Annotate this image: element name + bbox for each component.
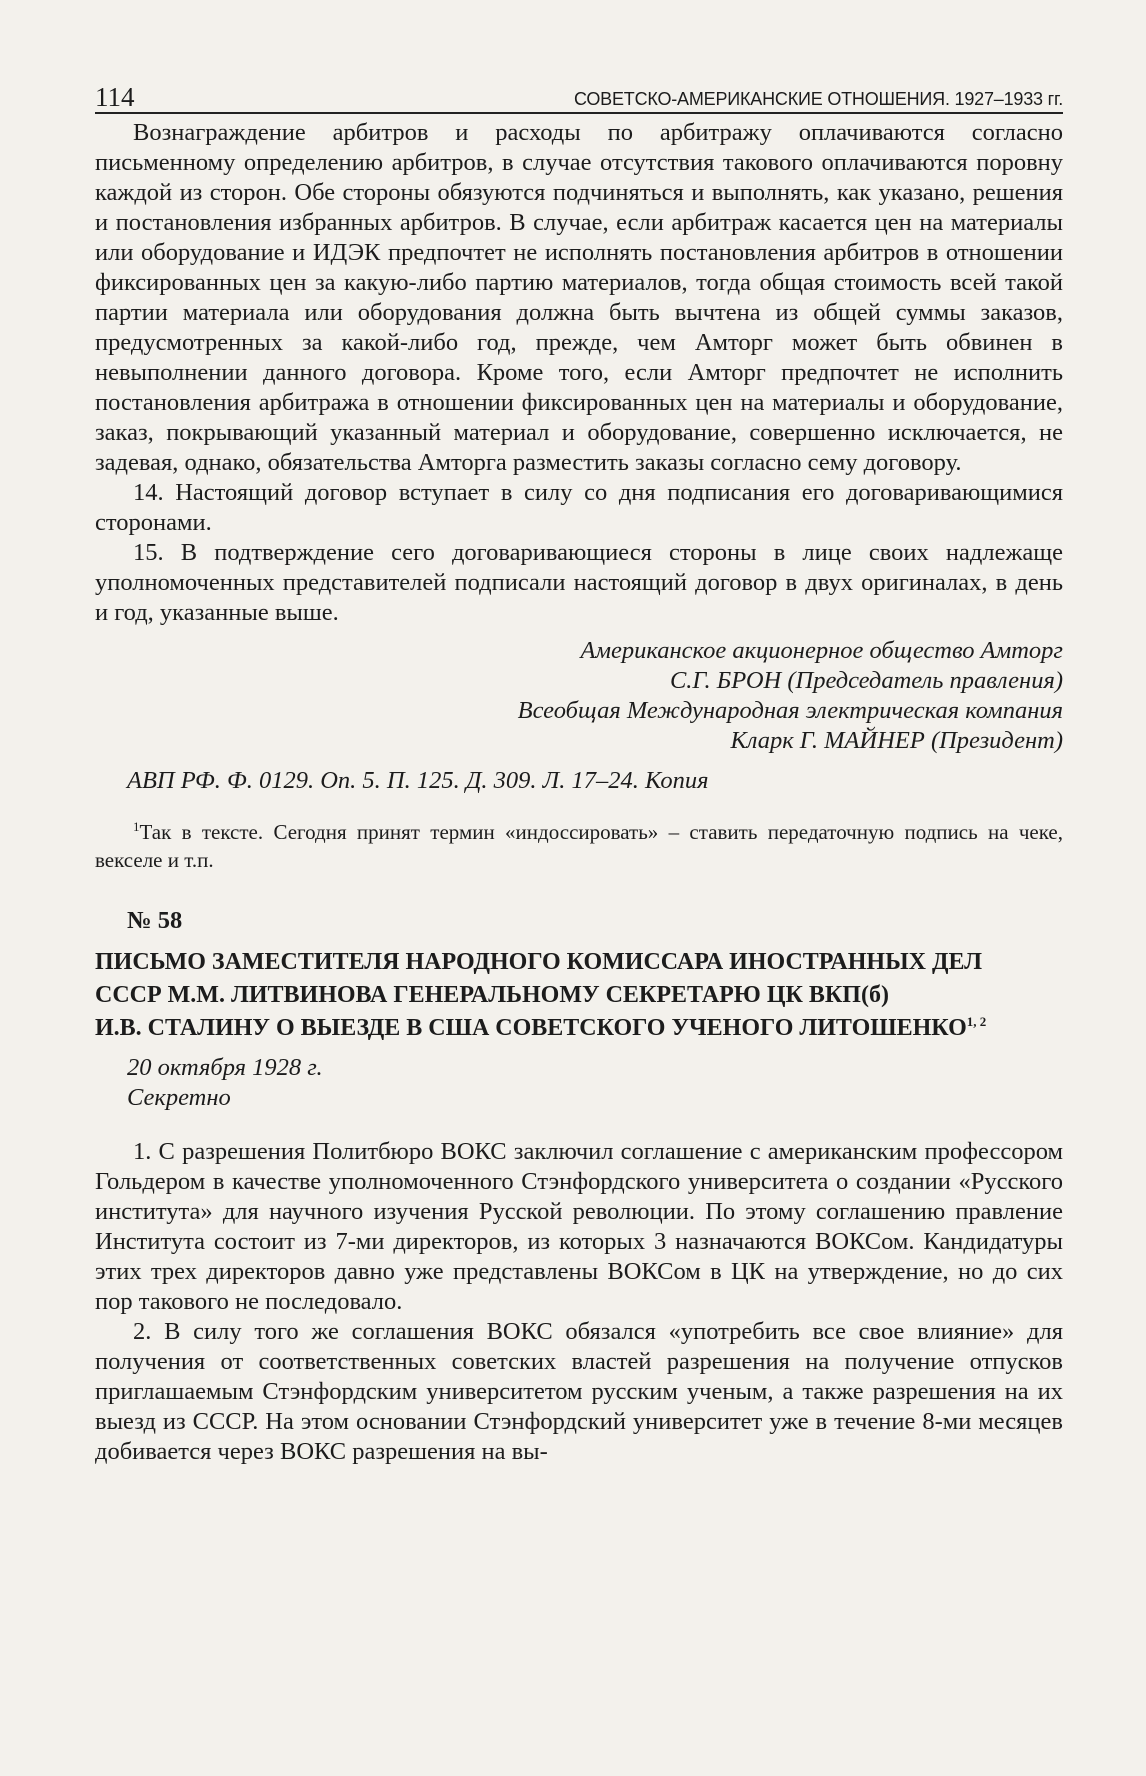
paragraph-arbitration: Вознаграждение арбитров и расходы по арбитражу оплачиваются согласно письменному определению арбитров, в случае отсутствия такового оплачиваются поровну каждой из сторон. Обе стороны обязуются подчиняться и выполнять, как указано, решения и постановления избранных арбитров. В случае, если арбитраж касается цен на материалы или оборудование и ИДЭК предпочтет не исполнять постановления арбитров в отношении фиксированных цен за какую-либо партию материалов, тогда общая стоимость всей такой партии материала или оборудования должна быть вычтена из общей суммы заказов, предусмотренных за какой-либо год, прежде, чем Амторг может быть обвинен в невыполнении данного договора. Кроме того, если Амторг предпочтет не исполнить постановления арбитража в отношении фиксированных цен на материалы и оборудование, заказ, покрывающий указанный материал и оборудование, совершенно исключается, не задевая, однако, обязательства Амторга разместить заказы согласно сему договору. bbox=[95, 119, 1063, 476]
title-footnote-marks: 1, 2 bbox=[966, 1014, 987, 1029]
document-date: 20 октября 1928 г. bbox=[127, 1054, 323, 1081]
document-title-line-1: ПИСЬМО ЗАМЕСТИТЕЛЯ НАРОДНОГО КОМИССАРА ИНОСТРАННЫХ ДЕЛ bbox=[95, 949, 983, 975]
document-number: № 58 bbox=[127, 907, 183, 934]
running-head bbox=[95, 84, 1063, 114]
footnote-marker: 1 bbox=[133, 819, 140, 834]
paragraph-14: 14. Настоящий договор вступает в силу со дня подписания его договаривающимися сторонами. bbox=[95, 479, 1063, 536]
paragraph-15: 15. В подтверждение сего договаривающиеся стороны в лице своих надлежаще уполномоченных представителей подписали настоящий договор в двух оригиналах, в день и год, указанные выше. bbox=[95, 539, 1063, 626]
letter-item-1: 1. С разрешения Политбюро ВОКС заключил соглашение с американским профессором Гольдером в качестве уполномоченного Стэнфордского университета о создании «Русского института» для научного изучения Русской революции. По этому соглашению правление Института состоит из 7-ми директоров, из которых 3 назначаются ВОКСом. Кандидатуры этих трех директоров давно уже представлены ВОКСом в ЦК на утверждение, но до сих пор такового не последовало. bbox=[95, 1138, 1063, 1315]
document-classification: Секретно bbox=[127, 1084, 231, 1111]
letter-item-2: 2. В силу того же соглашения ВОКС обязался «употребить все свое влияние» для получения от соответственных советских властей разрешения на получение отпусков приглашаемым Стэнфордским университетом русским ученым, а также разрешения на их выезд из СССР. На этом основании Стэнфордский университет уже в течение 8-ми месяцев добивается через ВОКС разрешения на вы- bbox=[95, 1318, 1063, 1465]
running-title: СОВЕТСКО-АМЕРИКАНСКИЕ ОТНОШЕНИЯ. 1927–1933 гг. bbox=[573, 89, 1063, 109]
footnote-text: Так в тексте. Сегодня принят термин «индоссировать» – ставить передаточную подпись на чеке, векселе и т.п. bbox=[95, 820, 1063, 872]
signature-company-2: Всеобщая Международная электрическая компания bbox=[517, 697, 1063, 724]
document-title-line-2: СССР М.М. ЛИТВИНОВА ГЕНЕРАЛЬНОМУ СЕКРЕТАРЮ ЦК ВКП(б) bbox=[95, 982, 889, 1008]
signature-signer-2: Кларк Г. МАЙНЕР (Президент) bbox=[730, 727, 1063, 754]
document-title-line-3-text: И.В. СТАЛИНУ О ВЫЕЗДЕ В США СОВЕТСКОГО УЧЕНОГО ЛИТОШЕНКО bbox=[95, 1015, 967, 1041]
document-title-line-3 bbox=[95, 1012, 1063, 1045]
archive-reference: АВП РФ. Ф. 0129. Оп. 5. П. 125. Д. 309. Л. 17–24. Копия bbox=[127, 767, 709, 794]
signature-company-1: Американское акционерное общество Амторг bbox=[580, 637, 1063, 664]
page-body bbox=[95, 118, 1063, 1467]
footnote bbox=[95, 818, 1063, 874]
document-title bbox=[95, 946, 1063, 1045]
page-number: 114 bbox=[95, 82, 135, 112]
signature-signer-1: С.Г. БРОН (Председатель правления) bbox=[669, 667, 1063, 694]
